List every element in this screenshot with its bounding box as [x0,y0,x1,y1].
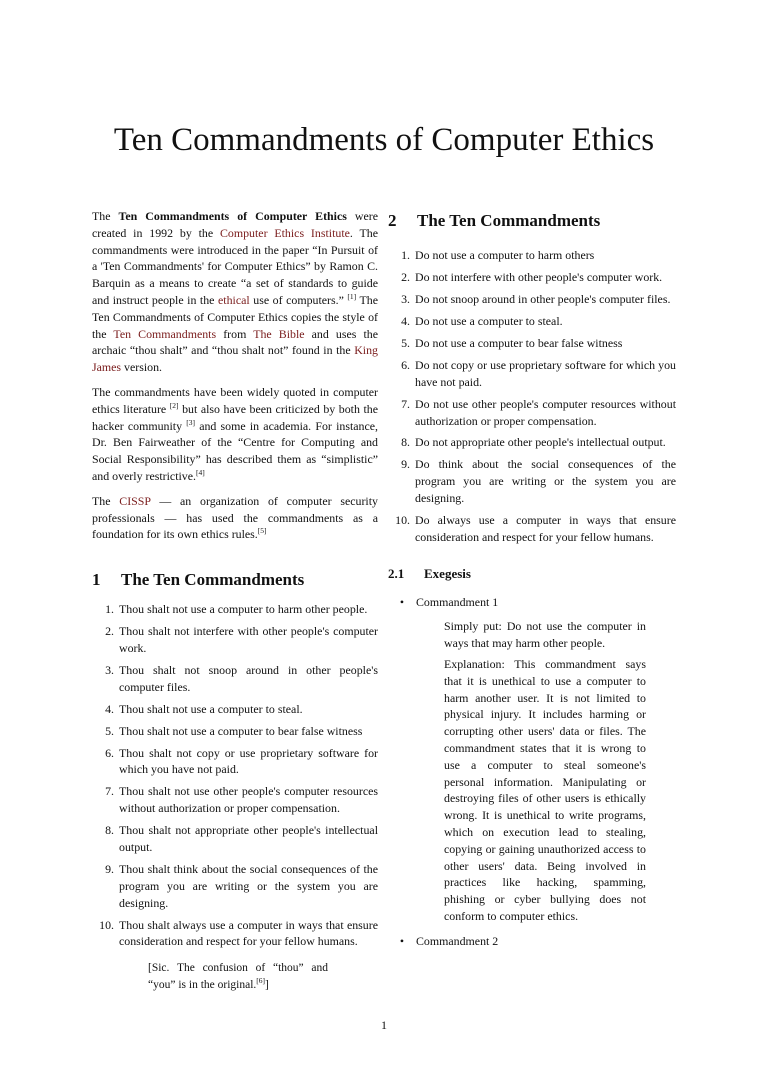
list-item: • Commandment 1 [388,594,676,611]
list-item: 7. Do not use other people's computer resources without authorization or proper compensation. [401,396,676,428]
section-number: 1 [92,570,101,590]
section-2-heading [388,210,676,232]
intro-paragraph-3: The CISSP — an organization of computer security professionals — has used the commandments as a foundation for its own ethics rules.[5] [92,493,378,542]
thou-shalt-list [92,601,378,950]
list-item: 8. Thou shalt not appropriate other people's intellectual output. [105,823,378,855]
list-item: 1. Do not use a computer to harm others [401,248,595,262]
list-item: 4. Thou shalt not use a computer to steal. [105,701,303,716]
bold-term: Ten Commandments of Computer Ethics [118,209,347,223]
link-king-james[interactable]: King James [92,343,378,375]
list-item: 9. Thou shalt think about the social consequences of the program you are writing or the system you are designing. [105,862,378,910]
citation-3[interactable]: [3] [186,417,195,427]
quote-explanation: Explanation: This commandment says that it is unethical to use a computer to harm another user. It is not limited to physical injury. It includes harming or corrupting other users' data or files. The commandment states that it is wrong to use a computer to steal someone's personal information. Manipulating or destroying files of other users is ethically wrong. It is unethical to write programs, which on execution lead to stealing, copying or gaining unauthorized access to other users' data. Being involved in practices like hacking, spamming, phishing or cyber bullying does not conform to computer ethics. [444,657,646,923]
link-cissp[interactable]: CISSP [119,493,151,508]
list-item: 1. Thou shalt not use a computer to harm other people. [105,602,368,617]
section-title: The Ten Commandments [417,211,601,230]
subsection-number: 2.1 [388,565,405,581]
link-the-bible[interactable]: The Bible [253,326,305,341]
list-item: 10. Do always use a computer in ways that ensure consideration and respect for your fellow humans. [395,513,676,544]
page-number: 1 [381,1018,387,1032]
list-item: 5. Thou shalt not use a computer to bear false witness [105,723,363,738]
bullet-icon: • [399,594,405,609]
commandment-1-quote [444,618,646,924]
link-ten-commandments[interactable]: Ten Commandments [113,326,217,341]
list-item: 3. Do not snoop around in other people's computer files. [401,291,671,306]
section-title: The Ten Commandments [121,570,305,590]
link-ethical[interactable]: ethical [218,292,250,307]
sic-note: [Sic. The confusion of “thou” and “you” is in the original.[6]] [148,962,328,991]
list-item: 5. Do not use a computer to bear false witness [401,335,623,350]
do-not-list [388,247,676,546]
intro-paragraph-2: The commandments have been widely quoted in computer ethics literature [2] but also have been criticized by both the hacker community [3] and some in academia. For instance, Dr. Ben Fairweather of the “Centre for Computing and Social Responsibility” has described them as “simplistic” and overly restrictive.[4] [92,384,378,483]
list-item: 3. Thou shalt not snoop around in other people's computer files. [105,662,378,694]
subsection-title: Exegesis [424,565,471,581]
list-item: 2. Thou shalt not interfere with other people's computer work. [105,624,378,655]
citation-5[interactable]: [5] [257,526,267,536]
section-1-heading [92,569,378,591]
list-item: 8. Do not appropriate other people's intellectual output. [401,435,666,450]
list-item: 10. Thou shalt always use a computer in ways that ensure consideration and respect for your fellow humans. [99,917,378,949]
list-item: 9. Do think about the social consequences of the program you are writing or the system you are designing. [401,457,676,506]
citation-1[interactable]: [1] [347,292,357,302]
bullet-icon: • [399,933,405,948]
quote-summary: Simply put: Do not use the computer in ways that may harm other people. [444,619,646,651]
subsection-heading [388,565,676,583]
citation-4[interactable]: [4] [196,467,205,477]
list-item: • Commandment 2 [388,933,676,950]
list-item: 6. Thou shalt not copy or use proprietary software for which you have not paid. [105,745,378,777]
list-item: 7. Thou shalt not use other people's computer resources without authorization or proper compensation. [105,784,378,816]
intro-paragraph-1: The Ten Commandments of Computer Ethics were created in 1992 by the Computer Ethics Institute. The commandments were introduced in the paper “In Pursuit of a 'Ten Commandments' for Computer Ethics” by Ramon C. Barquin as a means to create “a set of standards to guide and instruct people in the ethical use of computers.” [1] The Ten Commandments of Computer Ethics copies the style of the Ten Commandments from The Bible and uses the archaic “thou shalt” and “thou shalt not” found in the King James version. [92,209,378,375]
list-item: 4. Do not use a computer to steal. [401,313,563,328]
right-column [388,208,676,950]
left-column [92,208,378,994]
section-number: 2 [388,211,397,230]
citation-2[interactable]: [2] [169,400,179,410]
list-item: 6. Do not copy or use proprietary software for which you have not paid. [401,357,676,389]
link-computer-ethics-institute[interactable]: Computer Ethics Institute [219,225,350,240]
page-title: Ten Commandments of Computer Ethics [113,122,655,158]
citation-6[interactable]: [6] [256,976,266,986]
list-item: 2. Do not interfere with other people's computer work. [401,269,663,284]
